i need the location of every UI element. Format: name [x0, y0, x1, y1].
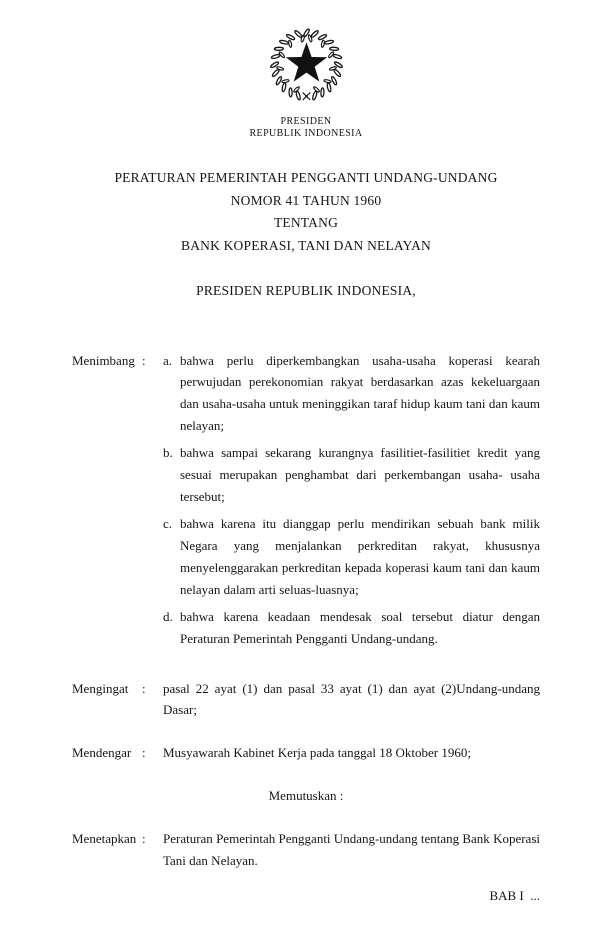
- menetapkan-section: [72, 828, 540, 871]
- mendengar-text: Musyawarah Kabinet Kerja pada tanggal 18 Oktober 1960;: [163, 745, 471, 761]
- star-icon: [285, 42, 326, 81]
- emblem-wrap: [72, 27, 540, 109]
- menetapkan-text: Peraturan Pemerintah Pengganti Undang-undang tentang Bank Koperasi Tani dan Nelayan.: [163, 831, 540, 869]
- menimbang-item-b: [163, 442, 540, 507]
- item-letter: a.: [163, 352, 173, 368]
- header-republik-label: REPUBLIK INDONESIA: [249, 127, 363, 139]
- mendengar-colon: :: [142, 745, 146, 761]
- bab-i-continuation: BAB I ...: [489, 887, 540, 903]
- item-text: bahwa perlu diperkembangkan usaha-usaha koperasi kearah perwujudan perekonomian rakyat berdasarkan azas kekeluargaan dan usaha-usaha untuk meninggikan taraf hidup kaum tani dan kaum nelayan;: [180, 352, 540, 433]
- item-letter: b.: [163, 445, 173, 461]
- header-presiden-label: PRESIDEN: [280, 116, 332, 127]
- item-letter: d.: [163, 609, 173, 625]
- menimbang-colon: :: [142, 352, 146, 368]
- item-letter: c.: [163, 516, 173, 532]
- mengingat-section: [72, 678, 540, 721]
- title-number: NOMOR 41 TAHUN 1960: [230, 192, 382, 208]
- item-text: bahwa sampai sekarang kurangnya fasilitiet-fasilitiet kredit yang sesuai merupakan penghambat dari perkembangan usaha- usaha tersebut;: [180, 445, 540, 504]
- menimbang-label: Menimbang: [72, 352, 135, 368]
- menimbang-item-d: [163, 606, 540, 649]
- mengingat-colon: :: [142, 680, 146, 696]
- memutuskan-heading: Memutuskan :: [268, 787, 344, 803]
- menetapkan-label: Menetapkan: [72, 831, 137, 847]
- menimbang-item-a: [163, 350, 540, 437]
- mendengar-label: Mendengar: [72, 745, 132, 761]
- title-subject: BANK KOPERASI, TANI DAN NELAYAN: [180, 238, 431, 254]
- mengingat-text: pasal 22 ayat (1) dan pasal 33 ayat (1) dan ayat (2)Undang-undang Dasar;: [163, 680, 540, 718]
- salutation: PRESIDEN REPUBLIK INDONESIA,: [196, 282, 416, 298]
- item-text: bahwa karena keadaan mendesak soal tersebut diatur dengan Peraturan Pemerintah Pengganti Undang-undang.: [180, 609, 540, 646]
- menimbang-section: [72, 350, 540, 650]
- mendengar-section: [72, 742, 540, 764]
- menetapkan-colon: :: [142, 831, 146, 847]
- item-text: bahwa karena itu dianggap perlu mendirikan sebuah bank milik Negara yang menjalankan perkreditan rakyat, khususnya menyelenggarakan perkreditan kepada koperasi kaum tani dan kaum nelayan dalam arti seluas-luasnya;: [180, 516, 540, 597]
- menimbang-item-c: [163, 513, 540, 600]
- ribbon-bow-icon: [302, 93, 310, 101]
- star-wreath-emblem-icon: [269, 27, 344, 104]
- menimbang-list: [163, 350, 540, 650]
- title-tentang: TENTANG: [273, 215, 339, 231]
- header-org: [72, 116, 540, 139]
- document-title: [72, 167, 540, 258]
- mengingat-label: Mengingat: [72, 680, 129, 696]
- title-regulation-type: PERATURAN PEMERINTAH PENGGANTI UNDANG-UNDANG: [114, 170, 498, 185]
